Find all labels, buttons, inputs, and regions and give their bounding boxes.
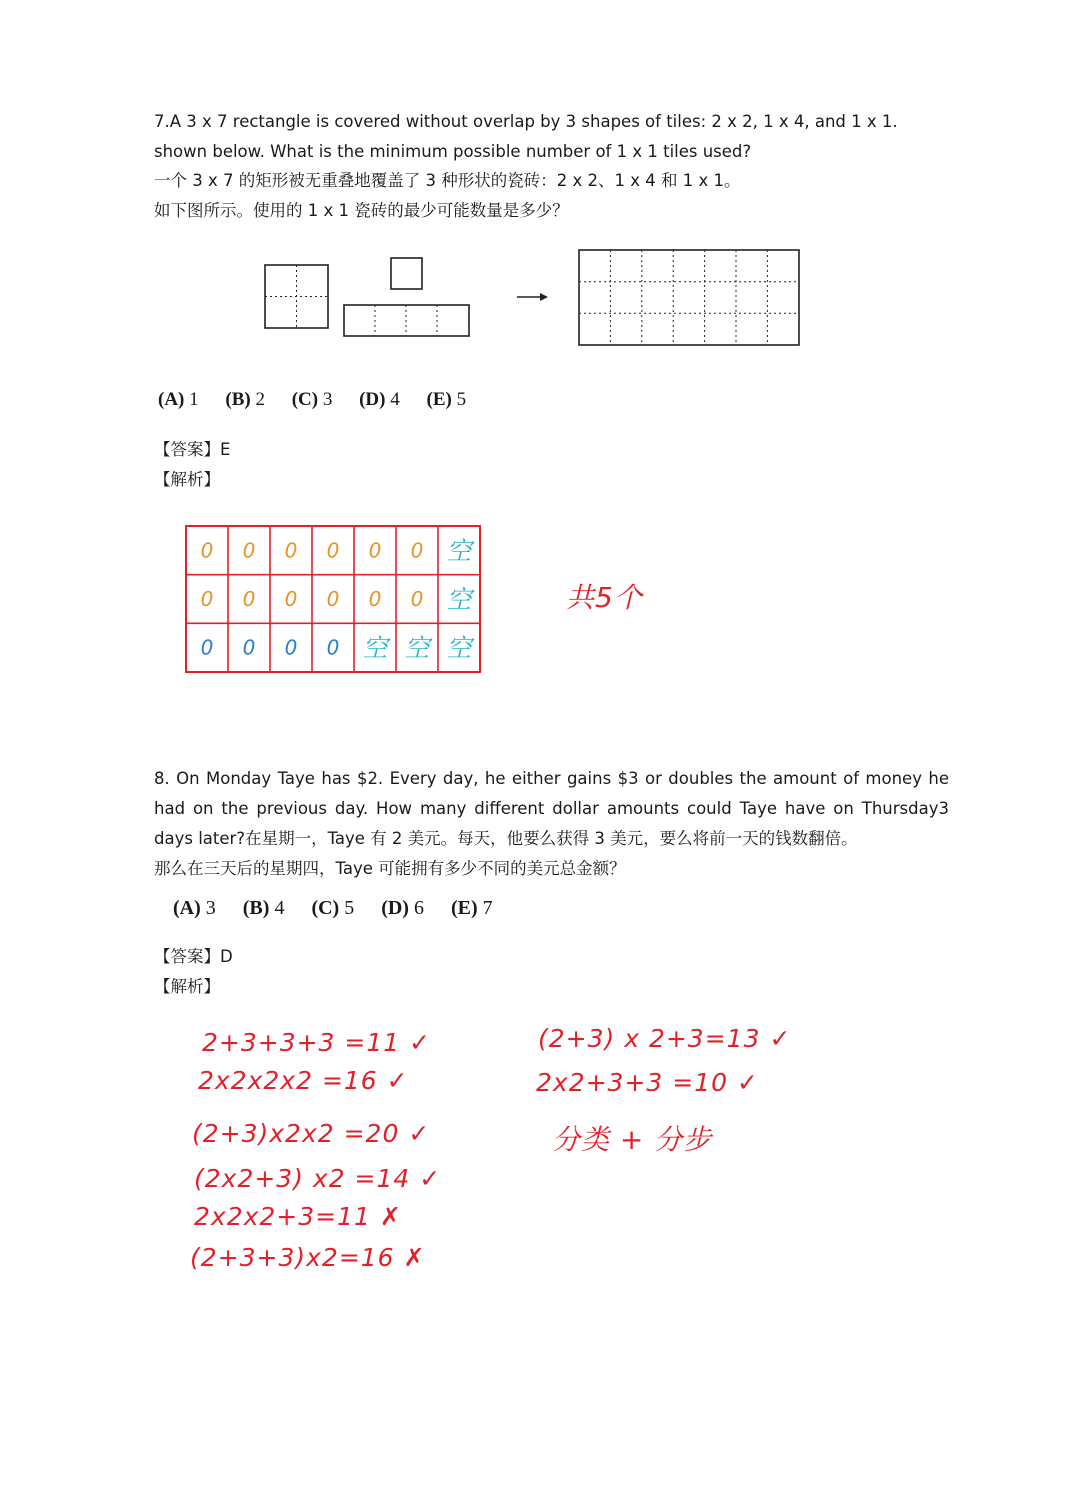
- q8-choice-c: (C) 5: [311, 897, 355, 919]
- q7-choice-d: (D) 4: [359, 389, 400, 410]
- q7-analysis-label: 【解析】: [154, 470, 220, 489]
- grid-cell-mark: 0: [326, 635, 340, 660]
- grid-cell-mark: 0: [326, 538, 340, 563]
- q7-choice-a: (A) 1: [158, 389, 199, 410]
- q7-text-zh-2: 如下图所示。使用的 1 x 1 瓷砖的最少可能数量是多少？: [154, 201, 569, 220]
- grid-cell-mark: 0: [200, 635, 214, 660]
- grid-cell-mark: 空: [404, 633, 430, 663]
- q7-choice-e: (E) 5: [426, 389, 467, 410]
- q8-text: [154, 764, 949, 884]
- q7-solution-grid: [184, 524, 484, 676]
- grid-cell-mark: 0: [242, 635, 256, 660]
- grid-cell-mark: 0: [200, 538, 214, 563]
- tile-1x1: [391, 258, 422, 289]
- q8-text-zh-1: 在星期一，Taye 有 2 美元。每天，他要么获得 3 美元，要么将前一天的钱数翻倍。: [245, 829, 858, 848]
- q8-work-left-2: (2+3)x2x2 =20 ✓: [192, 1119, 431, 1148]
- q8-work-right-1: 2x2+3+3 =10 ✓: [536, 1068, 759, 1097]
- grid-cell-mark: 0: [410, 538, 424, 563]
- q8-work-left-4: 2x2x2+3=11 ✗: [194, 1202, 402, 1231]
- grid-cell-mark: 0: [242, 587, 256, 611]
- grid-cell-mark: 空: [362, 633, 388, 663]
- grid-cell-mark: 0: [242, 538, 256, 563]
- q8-work-left-5: (2+3+3)x2=16 ✗: [190, 1243, 426, 1272]
- q8-work-left-3: (2x2+3) x2 =14 ✓: [194, 1164, 442, 1193]
- grid-cell-mark: 空: [446, 633, 472, 663]
- grid-cell-mark: 空: [446, 536, 472, 566]
- grid-cell-mark: 0: [326, 587, 340, 611]
- q7-choice-b: (B) 2: [225, 389, 265, 410]
- q8-choices: [173, 897, 515, 920]
- q7-note: 共5个: [566, 581, 643, 614]
- q7-text-en-2: shown below. What is the minimum possible number of 1 x 1 tiles used?: [154, 142, 752, 161]
- q7-text-zh-1: 一个 3 x 7 的矩形被无重叠地覆盖了 3 种形状的瓷砖：2 x 2、1 x 4 和 1 x 1。: [154, 171, 741, 190]
- grid-cell-mark: 0: [284, 587, 298, 611]
- grid-cell-mark: 0: [284, 538, 298, 563]
- q8-work-right-0: (2+3) x 2+3=13 ✓: [538, 1024, 792, 1053]
- grid-cell-mark: 0: [368, 587, 382, 611]
- grid-cell-mark: 0: [410, 587, 424, 611]
- q8-work-right-2: 分类 + 分步: [552, 1123, 713, 1156]
- q8-analysis-label: 【解析】: [154, 977, 220, 996]
- q8-choice-b: (B) 4: [242, 897, 285, 919]
- q7-text-en-1: 7.A 3 x 7 rectangle is covered without overlap by 3 shapes of tiles: 2 x 2, 1 x 4, and 1 x 1.: [154, 112, 898, 131]
- q8-text-zh-2: 那么在三天后的星期四，Taye 可能拥有多少不同的美元总金额？: [154, 859, 626, 878]
- q8-answer: 【答案】D: [154, 947, 233, 966]
- q8-choice-e: (E) 7: [450, 897, 493, 919]
- q8-choice-a: (A) 3: [173, 897, 216, 919]
- grid-cell-mark: 0: [284, 635, 298, 660]
- q8-work-left-1: 2x2x2x2 =16 ✓: [198, 1066, 409, 1095]
- grid-cell-mark: 空: [446, 585, 472, 614]
- rect-3x7: [579, 250, 799, 345]
- grid-cell-mark: 0: [200, 587, 214, 611]
- q7-choice-c: (C) 3: [291, 389, 333, 410]
- q7-tile-figure: [255, 245, 815, 355]
- q8-text-en: 8. On Monday Taye has $2. Every day, he either gains $3 or doubles the amount of money he had on the previous day. How many different dollar amounts could Taye have on Thursday3 days later?: [154, 769, 949, 848]
- q7-answer: 【答案】E: [154, 440, 231, 459]
- q7-choices: [158, 389, 488, 411]
- q8-work-left-0: 2+3+3+3 =11 ✓: [202, 1028, 432, 1057]
- grid-cell-mark: 0: [368, 538, 382, 563]
- q8-choice-d: (D) 6: [381, 897, 424, 919]
